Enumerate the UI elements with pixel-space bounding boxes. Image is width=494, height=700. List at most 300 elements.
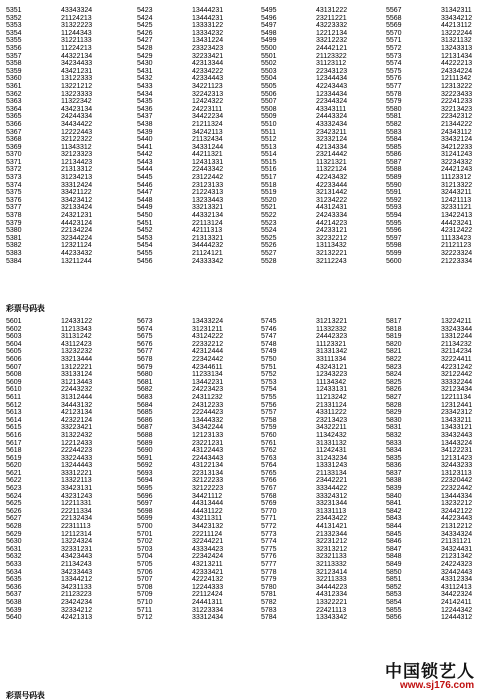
row-number: 5508 [261,105,277,113]
table-row [386,455,494,463]
row-code: 32334212 [61,606,93,614]
row-number: 5775 [261,545,277,553]
row-number: 5693 [137,469,153,477]
table-row [137,386,257,394]
table-row [386,561,494,569]
table-row [137,136,257,144]
row-number: 5507 [261,98,277,106]
table-row [261,326,381,334]
row-number: 5355 [6,37,22,45]
table-row [261,242,381,250]
row-number: 5358 [6,60,22,68]
table-row [6,569,126,577]
table-row [137,106,257,114]
row-number: 5435 [137,98,153,106]
row-number: 5853 [386,591,402,599]
row-number: 5600 [386,257,402,265]
table-row [386,447,494,455]
row-number: 5683 [137,393,153,401]
row-code: 22421113 [316,606,347,614]
row-number: 5573 [386,52,402,60]
row-code: 21211324 [192,120,223,128]
row-number: 5759 [261,424,277,432]
row-number: 5632 [6,553,22,561]
row-code: 21134243 [61,561,92,568]
table-row [386,599,494,607]
row-code: 32321133 [316,553,347,561]
table-row [261,75,381,83]
row-code: 13244443 [61,462,93,470]
table-row [386,500,494,508]
row-number: 5832 [386,431,402,439]
row-code: 13442231 [192,378,224,386]
row-number: 5674 [137,325,153,333]
table-row [137,523,257,531]
row-code: 12334434 [316,90,348,98]
row-code: 12123133 [192,431,224,439]
table-row [137,462,257,470]
row-number: 5637 [6,591,22,599]
row-code: 42313344 [192,60,224,68]
row-number: 5371 [6,158,22,166]
row-code: 44423241 [441,219,473,227]
row-number: 5829 [386,409,402,417]
row-code: 42233444 [316,181,348,189]
row-number: 5617 [6,439,22,447]
row-code: 22211334 [61,507,92,515]
row-code: 13333122 [192,22,224,30]
table-row [137,60,257,68]
row-number: 5382 [6,242,22,250]
row-code: 11342432 [316,431,347,439]
table-row [261,144,381,152]
row-number: 5640 [6,614,22,622]
row-number: 5504 [261,75,277,83]
row-number: 5827 [386,393,402,401]
row-code: 24243334 [316,212,348,220]
row-number: 5784 [261,614,277,622]
row-number: 5511 [261,128,277,136]
table-row [386,417,494,425]
row-code: 31342311 [441,7,472,14]
row-code: 12244333 [192,583,224,591]
table-row [261,53,381,61]
table-row [6,379,126,387]
table-row [261,538,381,546]
row-code: 32211333 [316,576,347,584]
row-number: 5774 [261,538,277,546]
row-number: 5351 [6,7,22,14]
row-number: 5366 [6,120,22,128]
row-number: 5383 [6,250,22,257]
row-code: 33212232 [316,37,348,45]
row-code: 22342424 [192,553,224,561]
row-code: 11233134 [192,371,223,379]
row-number: 5769 [261,500,277,508]
row-code: 32133424 [61,204,93,212]
row-code: 32224411 [441,355,472,363]
row-code: 44213112 [441,22,472,30]
row-code: 33324312 [316,492,348,500]
watermark-logo [385,658,494,680]
table-row [261,258,381,266]
table-row [386,166,494,174]
row-number: 5771 [261,515,277,523]
table-row [137,394,257,402]
table-row [137,576,257,584]
table-row [261,356,381,364]
table-row [6,394,126,402]
row-number: 5626 [6,507,22,515]
row-code: 12433122 [61,318,93,325]
row-code: 34434422 [61,120,93,128]
row-code: 13222244 [441,29,473,37]
row-number: 5852 [386,583,402,591]
table-row [386,386,494,394]
table-row [386,477,494,485]
table-row [386,333,494,341]
table-row [6,68,126,76]
table-row [386,15,494,23]
row-number: 5434 [137,90,153,98]
table-row [6,15,126,23]
row-number: 5835 [386,454,402,462]
row-number: 5598 [386,242,402,250]
table-row [386,174,494,182]
table-row [386,424,494,432]
table-row [6,576,126,584]
table-row [137,91,257,99]
table-row [6,159,126,167]
row-number: 5622 [6,477,22,485]
row-number: 5753 [261,378,277,386]
table-row [6,440,126,448]
row-number: 5576 [386,75,402,83]
row-number: 5367 [6,128,22,136]
row-code: 13122333 [61,75,93,83]
row-code: 13444332 [192,416,224,424]
table-row [137,53,257,61]
table-row [261,159,381,167]
row-code: 13113432 [316,242,347,250]
table-row [386,485,494,493]
row-number: 5570 [386,29,402,37]
row-code: 13312244 [441,333,473,341]
table-row [386,394,494,402]
row-number: 5676 [137,340,153,348]
row-code: 23342312 [441,409,473,417]
row-code: 13334232 [192,29,224,37]
table-row [386,91,494,99]
table-row [6,220,126,228]
table-row [137,584,257,592]
row-code: 31234213 [61,174,93,182]
table-row [261,584,381,592]
row-code: 32331121 [441,204,472,212]
table-row [6,333,126,341]
table-row [137,470,257,478]
row-code: 12313222 [441,82,473,90]
table-row [386,30,494,38]
row-number: 5820 [386,340,402,348]
row-code: 13221212 [61,82,93,90]
row-number: 5817 [386,318,402,325]
row-code: 12344434 [316,75,348,83]
table-row [137,7,257,15]
row-number: 5707 [137,576,153,584]
table-row [261,121,381,129]
row-number: 5575 [386,67,402,75]
row-code: 32232212 [316,234,348,242]
row-code: 22443443 [192,454,224,462]
row-number: 5594 [386,212,402,220]
row-code: 13211244 [61,257,92,265]
table-row [6,326,126,334]
row-code: 12431331 [192,158,224,166]
section-heading: 彩票号码表 [6,691,45,700]
table-row [137,212,257,220]
table-row [386,151,494,159]
row-code: 31123112 [316,60,347,68]
table-row [386,53,494,61]
row-number: 5761 [261,439,277,447]
table-row [6,523,126,531]
table-row [6,500,126,508]
row-code: 34234433 [61,60,93,68]
row-code: 11242431 [316,447,347,455]
row-number: 5772 [261,523,277,531]
row-number: 5423 [137,7,153,14]
row-number: 5846 [386,538,402,546]
row-code: 12312441 [441,401,473,409]
row-code: 24312233 [192,401,224,409]
row-number: 5840 [386,492,402,500]
row-number: 5495 [261,7,277,14]
row-number: 5352 [6,14,22,22]
row-code: 33432443 [441,431,473,439]
table-column [137,318,257,622]
row-code: 32313212 [316,545,348,553]
row-number: 5837 [386,469,402,477]
row-code: 12222443 [61,128,93,136]
row-number: 5428 [137,44,153,52]
row-number: 5605 [6,348,22,356]
row-number: 5581 [386,113,402,121]
table-row [6,204,126,212]
row-number: 5777 [261,561,277,568]
row-number: 5708 [137,583,153,591]
table-row [386,493,494,501]
row-code: 33213321 [192,204,224,212]
table-row [137,515,257,523]
row-code: 31241243 [441,151,473,159]
table-row [386,182,494,190]
row-number: 5514 [261,151,277,159]
row-code: 32442443 [441,568,473,576]
table-row [386,227,494,235]
row-number: 5592 [386,196,402,204]
row-code: 12321124 [61,242,92,250]
row-code: 23214442 [316,151,348,159]
row-code: 31221133 [61,37,92,45]
row-code: 12433131 [316,386,348,394]
table-row [6,584,126,592]
row-code: 31213322 [441,181,473,189]
row-number: 5679 [137,363,153,371]
row-code: 43243121 [316,363,348,371]
row-code: 34423132 [192,523,224,531]
row-number: 5830 [386,416,402,424]
table-row [386,98,494,106]
row-number: 5838 [386,477,402,485]
row-code: 21224313 [192,189,224,197]
row-code: 34422324 [441,591,473,599]
row-number: 5456 [137,257,153,265]
row-code: 13233443 [192,196,224,204]
table-row [6,432,126,440]
table-row [261,197,381,205]
table-row [261,477,381,485]
row-code: 33312424 [61,181,93,189]
table-row [6,348,126,356]
row-number: 5705 [137,561,153,568]
row-code: 12444312 [441,614,473,622]
row-number: 5365 [6,113,22,121]
row-code: 31321132 [441,37,472,45]
table-row [261,591,381,599]
row-number: 5710 [137,598,153,606]
row-number: 5453 [137,234,153,242]
row-code: 23122442 [192,174,224,182]
table-row [137,591,257,599]
row-number: 5611 [6,393,22,401]
row-code: 44233432 [61,250,93,257]
row-number: 5502 [261,60,277,68]
row-number: 5684 [137,401,153,409]
row-code: 43211311 [192,515,223,523]
row-code: 22342312 [441,113,473,121]
table-row [6,614,126,622]
table-row [6,402,126,410]
table-row [386,235,494,243]
row-code: 31223334 [192,606,224,614]
row-code: 31231211 [192,325,223,333]
row-number: 5690 [137,447,153,455]
row-code: 33434212 [441,14,473,22]
table-row [261,129,381,137]
row-number: 5363 [6,98,22,106]
row-number: 5702 [137,538,153,546]
row-number: 5447 [137,189,153,197]
table-row [386,37,494,45]
table-row [386,402,494,410]
table-row [386,531,494,539]
row-number: 5499 [261,37,277,45]
row-number: 5686 [137,416,153,424]
row-number: 5843 [386,515,402,523]
row-number: 5368 [6,136,22,144]
table-row [6,508,126,516]
table-row [386,326,494,334]
row-code: 44214223 [316,219,348,227]
row-number: 5635 [6,576,22,584]
row-number: 5361 [6,82,22,90]
row-number: 5525 [261,234,277,242]
table-row [261,22,381,30]
row-number: 5698 [137,507,153,515]
row-number: 5831 [386,424,402,432]
row-code: 22320442 [441,477,473,485]
row-code: 13433224 [192,318,224,325]
row-code: 31331342 [316,348,348,356]
table-row [386,371,494,379]
row-number: 5568 [386,14,402,22]
table-row [261,151,381,159]
row-number: 5620 [6,462,22,470]
row-code: 24321231 [61,212,93,220]
row-number: 5700 [137,523,153,531]
row-code: 43423443 [61,553,93,561]
table-row [6,455,126,463]
row-code: 43213211 [192,561,223,568]
row-code: 34342244 [192,424,224,432]
row-code: 23424234 [61,598,93,606]
row-number: 5373 [6,174,22,182]
table-row [137,75,257,83]
row-number: 5437 [137,113,153,121]
row-code: 24442121 [316,44,348,52]
row-number: 5770 [261,507,277,515]
row-code: 33423131 [61,485,93,493]
table-row [137,614,257,622]
row-code: 13224324 [61,538,93,546]
table-row [261,523,381,531]
row-code: 42231242 [441,363,473,371]
row-number: 5634 [6,568,22,576]
table-row [261,455,381,463]
table-row [137,326,257,334]
table-row [386,614,494,622]
table-row [6,485,126,493]
row-number: 5821 [386,348,402,356]
row-code: 11343312 [61,143,92,151]
row-number: 5370 [6,151,22,159]
table-row [261,182,381,190]
table-row [6,341,126,349]
row-code: 12343223 [316,371,348,379]
table-row [137,432,257,440]
table-row [261,7,381,15]
row-number: 5616 [6,431,22,439]
table-row [386,129,494,137]
row-code: 43231243 [61,492,93,500]
table-row [137,121,257,129]
row-number: 5856 [386,614,402,622]
row-code: 42322124 [61,416,93,424]
table-row [137,531,257,539]
bottom-number-table [0,318,494,691]
table-row [261,15,381,23]
row-code: 32113332 [316,561,347,568]
table-row [6,60,126,68]
row-code: 33213444 [61,355,93,363]
table-row [261,212,381,220]
table-row [386,258,494,266]
row-code: 21123322 [316,52,347,60]
row-code: 24224323 [441,561,473,568]
row-code: 22343123 [316,67,348,75]
row-code: 32122322 [61,136,93,144]
